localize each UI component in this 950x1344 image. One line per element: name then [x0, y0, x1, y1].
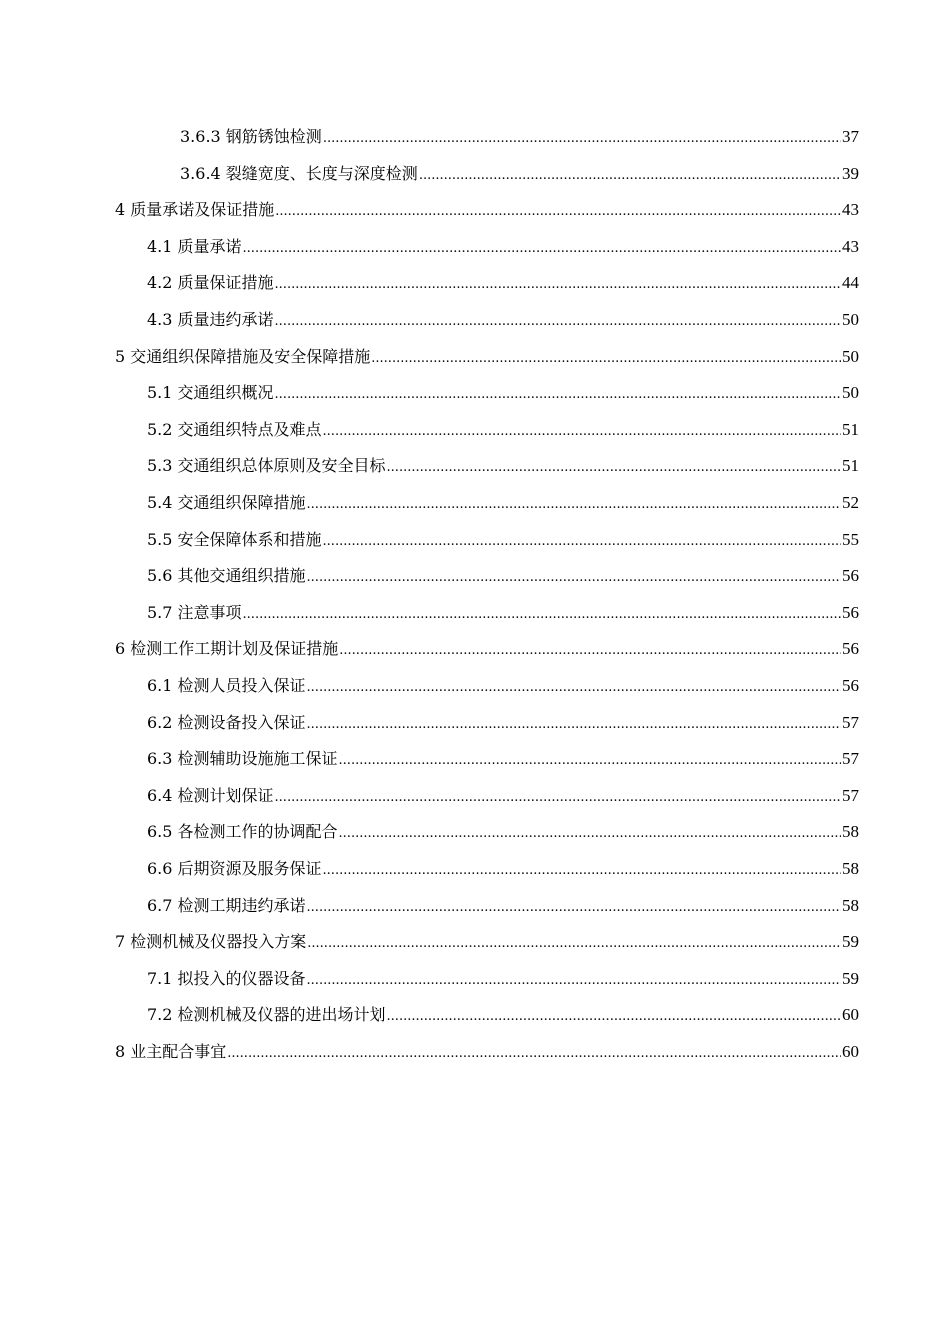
toc-entry-title: 6.7 检测工期违约承诺	[147, 895, 306, 915]
toc-entry-page: 50	[842, 346, 859, 366]
toc-entry-title: 6.6 后期资源及服务保证	[147, 859, 322, 878]
toc-leader-dots	[307, 926, 841, 962]
toc-leader-dots	[339, 743, 841, 779]
toc-entry-title: 7.1 拟投入的仪器设备	[147, 968, 306, 988]
toc-entry[interactable]	[147, 778, 859, 814]
toc-entry[interactable]	[147, 558, 859, 594]
toc-entry-page: 50	[842, 383, 859, 403]
toc-entry-title: 5.3 交通组织总体原则及安全目标	[147, 456, 386, 476]
toc-leader-dots	[339, 816, 841, 852]
toc-entry[interactable]	[115, 924, 859, 960]
toc-entry-page: 43	[842, 236, 859, 256]
toc-leader-dots	[323, 414, 841, 450]
toc-entry-title: 7 检测机械及仪器投入方案	[115, 932, 307, 952]
toc-entry-title: 6.5 各检测工作的协调配合	[147, 822, 338, 842]
toc-entry-title: 6.1 检测人员投入保证	[147, 676, 306, 695]
toc-leader-dots	[275, 377, 841, 413]
toc-leader-dots	[419, 158, 841, 194]
toc-entry-page: 56	[842, 639, 859, 659]
toc-entry-page: 58	[842, 895, 859, 915]
toc-leader-dots	[307, 890, 841, 926]
toc-entry-page: 60	[842, 1005, 859, 1025]
toc-entry[interactable]	[115, 192, 859, 228]
toc-entry-title: 8 业主配合事宜	[115, 1042, 227, 1061]
toc-entry-page: 43	[842, 200, 859, 220]
toc-entry-title: 5.4 交通组织保障措施	[147, 493, 306, 512]
toc-entry-page: 60	[842, 1042, 859, 1061]
toc-leader-dots	[275, 780, 841, 816]
toc-entry-title: 4.1 质量承诺	[147, 236, 242, 256]
toc-entry[interactable]	[180, 156, 859, 192]
toc-leader-dots	[371, 341, 841, 377]
toc-entry[interactable]	[147, 997, 859, 1033]
toc-entry[interactable]	[147, 229, 859, 265]
toc-leader-dots	[387, 999, 841, 1035]
toc-entry-page: 51	[842, 419, 859, 439]
toc-entry[interactable]	[147, 265, 859, 301]
toc-entry-title: 5.5 安全保障体系和措施	[147, 529, 322, 549]
toc-entry[interactable]	[147, 705, 859, 741]
toc-entry[interactable]	[147, 448, 859, 484]
toc-entry-title: 6.2 检测设备投入保证	[147, 712, 306, 732]
toc-entry[interactable]	[115, 1034, 859, 1070]
toc-leader-dots	[307, 487, 841, 523]
toc-entry-title: 6 检测工作工期计划及保证措施	[115, 639, 339, 659]
toc-entry-title: 3.6.3 钢筋锈蚀检测	[180, 127, 322, 146]
toc-entry-title: 4.2 质量保证措施	[147, 273, 274, 293]
toc-entry-page: 55	[842, 529, 859, 549]
toc-entry-page: 56	[842, 676, 859, 695]
toc-entry[interactable]	[115, 631, 859, 667]
toc-entry[interactable]	[147, 668, 859, 704]
toc-leader-dots	[307, 707, 841, 743]
toc-leader-dots	[307, 963, 841, 999]
toc-entry-title: 3.6.4 裂缝宽度、长度与深度检测	[180, 163, 418, 183]
toc-entry-page: 51	[842, 456, 859, 476]
toc-entry-page: 50	[842, 310, 859, 329]
toc-entry[interactable]	[147, 412, 859, 448]
toc-entry-page: 58	[842, 859, 859, 878]
toc-leader-dots	[275, 194, 841, 230]
toc-entry[interactable]	[180, 119, 859, 155]
toc-entry[interactable]	[147, 851, 859, 887]
toc-leader-dots	[275, 304, 841, 340]
toc-entry-page: 44	[842, 273, 859, 293]
toc-entry-page: 59	[842, 968, 859, 988]
toc-entry-title: 6.4 检测计划保证	[147, 785, 274, 805]
toc-leader-dots	[307, 560, 841, 596]
toc-entry-page: 56	[842, 566, 859, 586]
toc-entry[interactable]	[147, 302, 859, 338]
toc-entry-title: 5 交通组织保障措施及安全保障措施	[115, 346, 371, 366]
toc-entry[interactable]	[147, 961, 859, 997]
toc-leader-dots	[243, 231, 841, 267]
toc-entry-title: 5.1 交通组织概况	[147, 383, 274, 403]
toc-entry-page: 52	[842, 493, 859, 512]
toc-leader-dots	[307, 670, 841, 706]
toc-entry[interactable]	[147, 814, 859, 850]
toc-entry[interactable]	[115, 339, 859, 375]
toc-entry[interactable]	[147, 595, 859, 631]
toc-leader-dots	[387, 450, 841, 486]
toc-leader-dots	[275, 267, 841, 303]
toc-leader-dots	[339, 633, 841, 669]
toc-leader-dots	[323, 121, 841, 157]
toc-entry-title: 5.2 交通组织特点及难点	[147, 419, 322, 439]
toc-entry-page: 39	[842, 163, 859, 183]
toc-entry[interactable]	[147, 375, 859, 411]
toc-entry[interactable]	[147, 485, 859, 521]
toc-leader-dots	[323, 524, 841, 560]
toc-entry-page: 58	[842, 822, 859, 842]
toc-entry[interactable]	[147, 888, 859, 924]
toc-leader-dots	[243, 597, 841, 633]
toc-entry-page: 37	[842, 127, 859, 146]
toc-entry-title: 4.3 质量违约承诺	[147, 310, 274, 329]
toc-entry-page: 56	[842, 602, 859, 622]
toc-entry-page: 57	[842, 712, 859, 732]
toc-entry-page: 57	[842, 749, 859, 769]
toc-leader-dots	[227, 1036, 841, 1072]
toc-entry[interactable]	[147, 741, 859, 777]
toc-entry-page: 57	[842, 785, 859, 805]
toc-entry-title: 5.7 注意事项	[147, 602, 242, 622]
toc-entry-title: 6.3 检测辅助设施施工保证	[147, 749, 338, 769]
toc-entry-title: 7.2 检测机械及仪器的进出场计划	[147, 1005, 386, 1025]
toc-entry[interactable]	[147, 522, 859, 558]
toc-entry-title: 4 质量承诺及保证措施	[115, 200, 275, 220]
toc-leader-dots	[323, 853, 841, 889]
toc-entry-page: 59	[842, 932, 859, 952]
toc-entry-title: 5.6 其他交通组织措施	[147, 566, 306, 586]
